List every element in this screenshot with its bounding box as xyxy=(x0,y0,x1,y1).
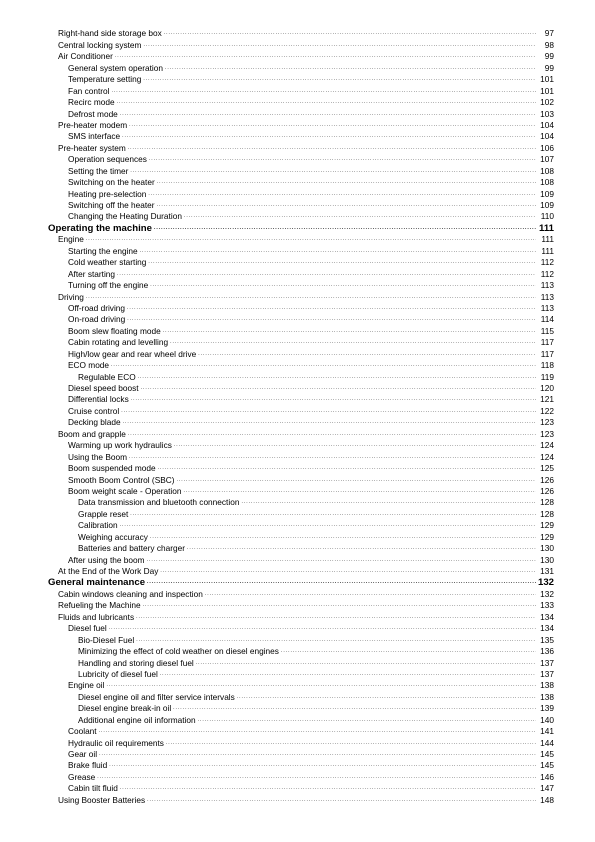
toc-entry-title: Off-road driving xyxy=(68,302,126,313)
toc-entry[interactable] xyxy=(48,428,554,439)
toc-entry[interactable] xyxy=(48,371,554,382)
toc-dot-leader xyxy=(115,51,536,62)
toc-entry[interactable] xyxy=(48,337,554,348)
toc-entry[interactable] xyxy=(48,440,554,451)
toc-entry[interactable] xyxy=(48,520,554,531)
toc-entry[interactable] xyxy=(48,85,554,96)
toc-entry[interactable] xyxy=(48,771,554,782)
toc-entry-title: Hydraulic oil requirements xyxy=(68,737,164,748)
toc-dot-leader xyxy=(117,268,536,279)
toc-page-number: 101 xyxy=(540,74,554,85)
toc-dot-leader xyxy=(131,394,536,405)
toc-dot-leader xyxy=(150,280,536,291)
toc-dot-leader xyxy=(196,657,536,668)
toc-dot-leader xyxy=(150,531,536,542)
toc-entry[interactable] xyxy=(48,360,554,371)
toc-entry-title: Boom and grapple xyxy=(58,428,126,439)
toc-page-number: 138 xyxy=(540,680,554,691)
toc-dot-leader xyxy=(128,428,536,439)
toc-entry-title: Diesel fuel xyxy=(68,623,107,634)
toc-dot-leader xyxy=(147,554,536,565)
toc-entry[interactable] xyxy=(48,268,554,279)
toc-entry-title: Right-hand side storage box xyxy=(58,28,162,39)
toc-entry-title: Cruise control xyxy=(68,405,120,416)
toc-page-number: 110 xyxy=(540,211,554,222)
toc-page-number: 113 xyxy=(540,302,554,313)
toc-entry[interactable] xyxy=(48,691,554,702)
toc-dot-leader xyxy=(141,383,536,394)
toc-entry-title: Using Booster Batteries xyxy=(58,794,146,805)
toc-dot-leader xyxy=(163,325,536,336)
toc-page-number: 115 xyxy=(540,325,554,336)
toc-entry[interactable] xyxy=(48,657,554,668)
toc-page-number: 119 xyxy=(540,371,554,382)
toc-page-number: 123 xyxy=(540,417,554,428)
toc-entry[interactable] xyxy=(48,417,554,428)
toc-page-number: 122 xyxy=(540,405,554,416)
toc-entry[interactable] xyxy=(48,588,554,599)
toc-entry-title: Refueling the Machine xyxy=(58,600,141,611)
toc-dot-leader xyxy=(147,794,536,805)
toc-entry[interactable] xyxy=(48,348,554,359)
toc-entry-title: High/low gear and rear wheel drive xyxy=(68,348,197,359)
toc-entry-title: Fan control xyxy=(68,85,110,96)
toc-dot-leader xyxy=(241,497,536,508)
toc-page-number: 140 xyxy=(540,714,554,725)
toc-dot-leader xyxy=(160,669,536,680)
toc-entry-title: General system operation xyxy=(68,62,164,73)
toc-dot-leader xyxy=(143,39,536,50)
toc-page-number: 101 xyxy=(540,85,554,96)
toc-entry-title: Lubricity of diesel fuel xyxy=(78,668,158,679)
toc-dot-leader xyxy=(130,165,536,176)
toc-page-number: 129 xyxy=(540,520,554,531)
toc-entry-title: Turning off the engine xyxy=(68,280,149,291)
toc-dot-leader xyxy=(164,28,536,39)
toc-entry-title: Diesel engine break-in oil xyxy=(78,703,172,714)
toc-page-number: 132 xyxy=(540,588,554,599)
toc-page-number: 130 xyxy=(540,543,554,554)
toc-entry-title: Cabin windows cleaning and inspection xyxy=(58,588,203,599)
toc-page-number: 132 xyxy=(537,577,554,589)
toc-entry[interactable] xyxy=(48,737,554,748)
toc-entry-title: Driving xyxy=(58,291,84,302)
toc-entry-title: Bio-Diesel Fuel xyxy=(78,634,135,645)
toc-page-number: 148 xyxy=(540,794,554,805)
toc-dot-leader xyxy=(127,314,536,325)
toc-entry[interactable] xyxy=(48,646,554,657)
toc-dot-leader xyxy=(129,451,536,462)
toc-entry-title: Starting the engine xyxy=(68,245,138,256)
toc-page-number: 112 xyxy=(540,257,554,268)
toc-dot-leader xyxy=(160,566,536,577)
toc-dot-leader xyxy=(86,234,536,245)
toc-dot-leader xyxy=(165,62,536,73)
toc-entry[interactable] xyxy=(48,749,554,760)
toc-dot-leader xyxy=(205,588,536,599)
toc-entry-title: Switching on the heater xyxy=(68,177,155,188)
toc-entry[interactable] xyxy=(48,669,554,680)
toc-entry-title: Changing the Heating Duration xyxy=(68,211,182,222)
toc-dot-leader xyxy=(170,337,536,348)
toc-entry-title: Additional engine oil information xyxy=(78,714,196,725)
toc-entry-title: Cabin rotating and levelling xyxy=(68,337,169,348)
toc-page-number: 126 xyxy=(540,474,554,485)
toc-entry[interactable] xyxy=(48,554,554,565)
toc-page-number: 102 xyxy=(540,97,554,108)
toc-page-number: 109 xyxy=(540,188,554,199)
toc-page-number: 123 xyxy=(540,428,554,439)
toc-entry[interactable] xyxy=(48,234,554,245)
toc-dot-leader xyxy=(138,371,536,382)
toc-dot-leader xyxy=(99,726,536,737)
toc-page-number: 108 xyxy=(540,165,554,176)
toc-page-number: 125 xyxy=(540,463,554,474)
toc-dot-leader xyxy=(157,200,536,211)
toc-dot-leader xyxy=(187,543,536,554)
toc-page-number: 128 xyxy=(540,508,554,519)
toc-entry[interactable] xyxy=(48,165,554,176)
toc-page-number: 113 xyxy=(540,280,554,291)
toc-entry-title: Boom weight scale - Operation xyxy=(68,485,182,496)
toc-page-number: 138 xyxy=(540,691,554,702)
toc-entry-title: Engine xyxy=(58,234,84,245)
toc-dot-leader xyxy=(86,291,536,302)
toc-entry[interactable] xyxy=(48,783,554,794)
toc-page-number: 134 xyxy=(540,623,554,634)
toc-page-number: 108 xyxy=(540,177,554,188)
toc-entry[interactable] xyxy=(48,154,554,165)
toc-page-number: 103 xyxy=(540,108,554,119)
toc-entry-title: Temperature setting xyxy=(68,74,142,85)
toc-page-number: 107 xyxy=(540,154,554,165)
toc-entry-title: ECO mode xyxy=(68,360,110,371)
toc-entry[interactable] xyxy=(48,531,554,542)
toc-entry-title: Operating the machine xyxy=(48,222,152,234)
toc-entry[interactable] xyxy=(48,314,554,325)
toc-page-number: 117 xyxy=(540,348,554,359)
toc-dot-leader xyxy=(281,646,536,657)
toc-entry[interactable] xyxy=(48,463,554,474)
toc-dot-leader xyxy=(109,760,536,771)
toc-page-number: 145 xyxy=(540,749,554,759)
toc-entry[interactable] xyxy=(48,177,554,188)
toc-page-number: 97 xyxy=(544,28,554,39)
toc-page-number: 117 xyxy=(540,337,554,348)
toc-page-number: 112 xyxy=(540,268,554,279)
toc-entry[interactable] xyxy=(48,325,554,336)
toc-entry-title: After using the boom xyxy=(68,554,145,565)
toc-page-number: 111 xyxy=(541,245,554,256)
toc-entry-title: Operation sequences xyxy=(68,154,147,165)
toc-dot-leader xyxy=(184,211,536,222)
toc-page-number: 104 xyxy=(540,131,554,142)
toc-entry-title: SMS interface xyxy=(68,131,121,142)
toc-entry[interactable] xyxy=(48,726,554,737)
toc-entry[interactable] xyxy=(48,280,554,291)
toc-entry-title: Coolant xyxy=(68,726,97,737)
toc-entry-title: Heating pre-selection xyxy=(68,188,147,199)
toc-page-number: 146 xyxy=(540,771,554,782)
toc-dot-leader xyxy=(128,142,536,153)
toc-entry-title: Data transmission and bluetooth connection xyxy=(78,497,240,508)
toc-dot-leader xyxy=(149,154,536,165)
toc-entry[interactable] xyxy=(48,62,554,73)
toc-entry-title: Central locking system xyxy=(58,39,142,50)
toc-page-number: 111 xyxy=(541,234,554,245)
toc-dot-leader xyxy=(97,771,536,782)
toc-page-number: 121 xyxy=(540,394,554,405)
toc-entry[interactable] xyxy=(48,28,554,39)
toc-page-number: 145 xyxy=(540,760,554,771)
toc-entry[interactable] xyxy=(48,497,554,508)
toc-page-number: 147 xyxy=(540,783,554,794)
toc-entry-title: Setting the timer xyxy=(68,165,129,176)
toc-entry-title: General maintenance xyxy=(48,577,146,589)
toc-dot-leader xyxy=(166,737,536,748)
toc-dot-leader xyxy=(237,691,536,702)
toc-dot-leader xyxy=(120,108,536,119)
toc-entry-title: Brake fluid xyxy=(68,760,108,771)
toc-entry[interactable] xyxy=(48,108,554,119)
toc-page-number: 135 xyxy=(540,634,554,645)
table-of-contents xyxy=(48,28,554,806)
toc-dot-leader xyxy=(122,131,536,142)
toc-entry-title: Batteries and battery charger xyxy=(78,543,185,554)
toc-page-number: 126 xyxy=(540,485,554,496)
toc-entry[interactable] xyxy=(48,74,554,85)
toc-dot-leader xyxy=(129,120,536,131)
toc-page-number: 129 xyxy=(540,531,554,542)
toc-page-number: 106 xyxy=(540,142,554,153)
toc-dot-leader xyxy=(99,749,536,760)
toc-entry[interactable] xyxy=(48,508,554,519)
toc-page-number: 99 xyxy=(544,51,554,62)
toc-entry[interactable] xyxy=(48,680,554,691)
toc-page-number: 114 xyxy=(540,314,554,325)
toc-dot-leader xyxy=(136,634,536,645)
toc-page-number: 139 xyxy=(540,703,554,714)
toc-entry-title: Diesel speed boost xyxy=(68,383,139,393)
toc-entry[interactable] xyxy=(48,39,554,50)
toc-page-number: 113 xyxy=(540,291,554,302)
toc-dot-leader xyxy=(177,474,536,485)
toc-entry-title: Grease xyxy=(68,771,96,782)
toc-dot-leader xyxy=(198,714,536,725)
toc-entry[interactable] xyxy=(48,131,554,142)
toc-page-number: 111 xyxy=(539,222,554,234)
toc-dot-leader xyxy=(123,417,536,428)
toc-entry[interactable] xyxy=(48,383,554,394)
toc-entry[interactable] xyxy=(48,611,554,622)
toc-entry-title: At the End of the Work Day xyxy=(58,566,159,576)
toc-entry-title: Switching off the heater xyxy=(68,200,155,210)
toc-entry[interactable] xyxy=(48,474,554,485)
toc-entry[interactable] xyxy=(48,566,554,577)
toc-page-number: 144 xyxy=(540,737,554,748)
toc-entry[interactable] xyxy=(48,257,554,268)
toc-dot-leader xyxy=(148,188,536,199)
toc-dot-leader xyxy=(130,508,536,519)
toc-entry-title: Minimizing the effect of cold weather on diesel engines xyxy=(78,646,279,657)
toc-page-number: 120 xyxy=(540,383,554,393)
toc-dot-leader xyxy=(158,463,536,474)
toc-entry[interactable] xyxy=(48,51,554,62)
toc-entry[interactable] xyxy=(48,142,554,153)
toc-entry-title: Defrost mode xyxy=(68,108,118,119)
toc-entry-title: Smooth Boom Control (SBC) xyxy=(68,474,175,485)
toc-dot-leader xyxy=(148,257,536,268)
toc-entry[interactable] xyxy=(48,634,554,645)
toc-page-number: 131 xyxy=(540,566,554,576)
toc-dot-leader xyxy=(174,440,536,451)
toc-dot-leader xyxy=(111,360,536,371)
toc-dot-leader xyxy=(127,303,536,314)
toc-page-number: 136 xyxy=(540,646,554,657)
toc-entry[interactable] xyxy=(48,394,554,405)
toc-page-number: 133 xyxy=(540,600,554,611)
toc-dot-leader xyxy=(120,783,536,794)
toc-entry[interactable] xyxy=(48,200,554,211)
toc-entry-title: Engine oil xyxy=(68,680,105,691)
toc-entry-title: Grapple reset xyxy=(78,508,129,519)
toc-entry-title: Pre-heater modem xyxy=(58,119,128,130)
toc-entry-title: Diesel engine oil and filter service intervals xyxy=(78,691,235,702)
toc-entry[interactable] xyxy=(48,405,554,416)
toc-dot-leader xyxy=(173,703,536,714)
toc-entry-title: Gear oil xyxy=(68,749,98,759)
toc-entry[interactable] xyxy=(48,451,554,462)
toc-entry-title: Regulable ECO xyxy=(78,371,136,382)
toc-dot-leader xyxy=(136,611,536,622)
toc-entry[interactable] xyxy=(48,303,554,314)
toc-dot-leader xyxy=(140,245,536,256)
toc-entry-title: On-road driving xyxy=(68,314,126,325)
toc-entry-title: Recirc mode xyxy=(68,97,115,108)
toc-dot-leader xyxy=(109,623,536,634)
toc-page-number: 128 xyxy=(540,497,554,508)
toc-entry[interactable] xyxy=(48,120,554,131)
toc-dot-leader xyxy=(120,520,536,531)
toc-chapter-entry[interactable] xyxy=(48,577,554,588)
toc-entry[interactable] xyxy=(48,211,554,222)
toc-dot-leader xyxy=(183,486,536,497)
toc-entry[interactable] xyxy=(48,760,554,771)
toc-entry-title: After starting xyxy=(68,268,116,279)
toc-page-number: 141 xyxy=(540,726,554,737)
toc-entry-title: Differential locks xyxy=(68,394,129,405)
toc-entry-title: Boom slew floating mode xyxy=(68,325,161,336)
toc-entry-title: Boom suspended mode xyxy=(68,463,156,474)
toc-entry-title: Cabin tilt fluid xyxy=(68,783,118,794)
toc-page-number: 104 xyxy=(540,119,554,130)
toc-entry[interactable] xyxy=(48,97,554,108)
toc-entry-title: Cold weather starting xyxy=(68,257,147,268)
toc-page-number: 137 xyxy=(540,657,554,668)
toc-chapter-entry[interactable] xyxy=(48,222,554,233)
toc-entry-title: Warming up work hydraulics xyxy=(68,440,172,451)
toc-entry-title: Air Conditioner xyxy=(58,51,113,62)
toc-dot-leader xyxy=(147,577,536,588)
toc-page-number: 98 xyxy=(544,39,554,50)
toc-entry[interactable] xyxy=(48,188,554,199)
toc-dot-leader xyxy=(143,600,536,611)
toc-dot-leader xyxy=(157,177,536,188)
toc-entry[interactable] xyxy=(48,714,554,725)
toc-dot-leader xyxy=(121,405,536,416)
toc-entry[interactable] xyxy=(48,623,554,634)
toc-entry-title: Calibration xyxy=(78,520,118,531)
toc-dot-leader xyxy=(154,222,536,233)
toc-dot-leader xyxy=(117,97,536,108)
toc-page-number: 118 xyxy=(540,360,554,371)
toc-entry-title: Weighing accuracy xyxy=(78,531,148,542)
toc-page-number: 124 xyxy=(540,451,554,462)
toc-dot-leader xyxy=(112,85,536,96)
toc-entry-title: Pre-heater system xyxy=(58,142,126,153)
toc-entry[interactable] xyxy=(48,543,554,554)
toc-entry-title: Handling and storing diesel fuel xyxy=(78,657,194,668)
toc-entry[interactable] xyxy=(48,245,554,256)
toc-page-number: 124 xyxy=(540,440,554,451)
toc-entry[interactable] xyxy=(48,291,554,302)
toc-entry-title: Fluids and lubricants xyxy=(58,611,135,622)
toc-page-number: 130 xyxy=(540,554,554,565)
toc-page-number: 99 xyxy=(544,62,554,73)
toc-dot-leader xyxy=(143,74,536,85)
toc-entry[interactable] xyxy=(48,486,554,497)
toc-dot-leader xyxy=(106,680,536,691)
toc-page-number: 109 xyxy=(540,200,554,210)
toc-page-number: 137 xyxy=(540,668,554,679)
toc-entry[interactable] xyxy=(48,600,554,611)
toc-entry-title: Using the Boom xyxy=(68,451,128,462)
toc-entry[interactable] xyxy=(48,703,554,714)
toc-dot-leader xyxy=(198,348,536,359)
toc-entry-title: Decking blade xyxy=(68,417,121,428)
toc-entry[interactable] xyxy=(48,794,554,805)
toc-page-number: 134 xyxy=(540,611,554,622)
